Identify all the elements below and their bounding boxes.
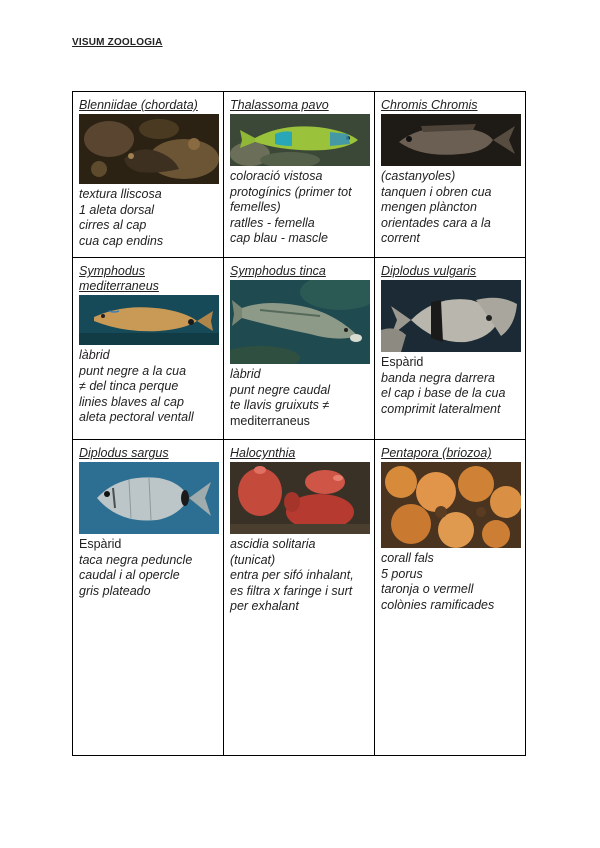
species-cell-diplodus-sargus xyxy=(73,440,224,755)
species-notes xyxy=(79,187,218,249)
species-name: Symphodus tinca xyxy=(230,264,326,278)
note-line: mediterraneus xyxy=(230,413,310,428)
note-line: orientades cara a la corrent xyxy=(381,215,491,245)
note-line: cap blau - mascle xyxy=(230,231,328,245)
species-notes xyxy=(230,537,369,615)
document-title: VISUM ZOOLOGIA xyxy=(72,37,163,48)
chromis-chromis-photo xyxy=(381,114,521,166)
note-line: cirres al cap xyxy=(79,218,147,232)
note-line: linies blaves al cap xyxy=(79,394,184,409)
note-line: gris plateado xyxy=(79,583,151,598)
note-line: punt negre caudal xyxy=(230,382,331,397)
note-line: tanquen i obren cua xyxy=(381,184,492,199)
species-notes xyxy=(381,169,520,247)
species-notes xyxy=(230,367,369,429)
species-cell-chromis-chromis xyxy=(375,92,525,258)
note-line: 5 porus xyxy=(381,566,423,581)
diplodus-vulgaris-photo xyxy=(381,280,521,352)
species-name: Pentapora (briozoa) xyxy=(381,446,492,460)
species-name: Thalassoma pavo xyxy=(230,98,329,112)
species-name: Symphodus mediterraneus xyxy=(79,264,159,293)
species-cell-symphodus-mediterraneus xyxy=(73,258,224,440)
note-line: banda negra darrera xyxy=(381,370,495,385)
note-line: taronja o vermell xyxy=(381,582,474,596)
species-name: Diplodus vulgaris xyxy=(381,264,477,278)
note-line: làbrid xyxy=(79,348,110,362)
note-line: làbrid xyxy=(230,367,261,381)
note-line: te llavis gruixuts ≠ xyxy=(230,398,330,412)
note-line: corall fals xyxy=(381,551,434,565)
note-line: (tunicat) xyxy=(230,552,276,567)
note-line: colònies ramificades xyxy=(381,597,495,612)
note-line: protogínics (primer tot femelles) xyxy=(230,184,352,214)
note-line: taca negra peduncle xyxy=(79,552,193,567)
halocynthia-photo xyxy=(230,462,370,534)
note-line: el cap i base de la cua xyxy=(381,386,506,400)
note-line: comprimit lateralment xyxy=(381,401,501,416)
species-notes xyxy=(79,537,218,599)
note-line: caudal i al opercle xyxy=(79,568,180,582)
note-line: Espàrid xyxy=(381,355,424,369)
species-notes xyxy=(381,355,520,417)
species-cell-diplodus-vulgaris xyxy=(375,258,525,440)
symphodus-mediterraneus-photo xyxy=(79,295,219,345)
species-name: Halocynthia xyxy=(230,446,296,460)
note-line: punt negre a la cua xyxy=(79,363,187,378)
species-cell-blenniidae xyxy=(73,92,224,258)
species-notes xyxy=(230,169,369,247)
note-line: aleta pectoral ventall xyxy=(79,410,194,424)
note-line: coloració vistosa xyxy=(230,169,323,183)
species-name: Chromis Chromis xyxy=(381,98,478,112)
note-line: (castanyoles) xyxy=(381,169,456,183)
note-line: 1 aleta dorsal xyxy=(79,202,155,217)
note-line: Espàrid xyxy=(79,537,122,551)
note-line: entra per sifó inhalant, es filtra x faringe i surt per exhalant xyxy=(230,568,354,613)
species-name: Diplodus sargus xyxy=(79,446,169,460)
species-cell-symphodus-tinca xyxy=(224,258,375,440)
pentapora-photo xyxy=(381,462,521,548)
species-name: Blenniidae (chordata) xyxy=(79,98,198,112)
note-line: ≠ del tinca perque xyxy=(79,379,179,393)
thalassoma-pavo-photo xyxy=(230,114,370,166)
species-cell-pentapora xyxy=(375,440,525,755)
note-line: textura lliscosa xyxy=(79,187,162,201)
note-line: ascidia solitaria xyxy=(230,537,316,551)
species-notes xyxy=(79,348,218,426)
species-cell-halocynthia xyxy=(224,440,375,755)
species-notes xyxy=(381,551,520,613)
diplodus-sargus-photo xyxy=(79,462,219,534)
species-table xyxy=(72,91,526,756)
species-cell-thalassoma-pavo xyxy=(224,92,375,258)
note-line: mengen plàncton xyxy=(381,200,477,214)
note-line: cua cap endins xyxy=(79,233,164,248)
symphodus-tinca-photo xyxy=(230,280,370,364)
note-line: ratlles - femella xyxy=(230,215,315,230)
blenniidae-photo xyxy=(79,114,219,184)
